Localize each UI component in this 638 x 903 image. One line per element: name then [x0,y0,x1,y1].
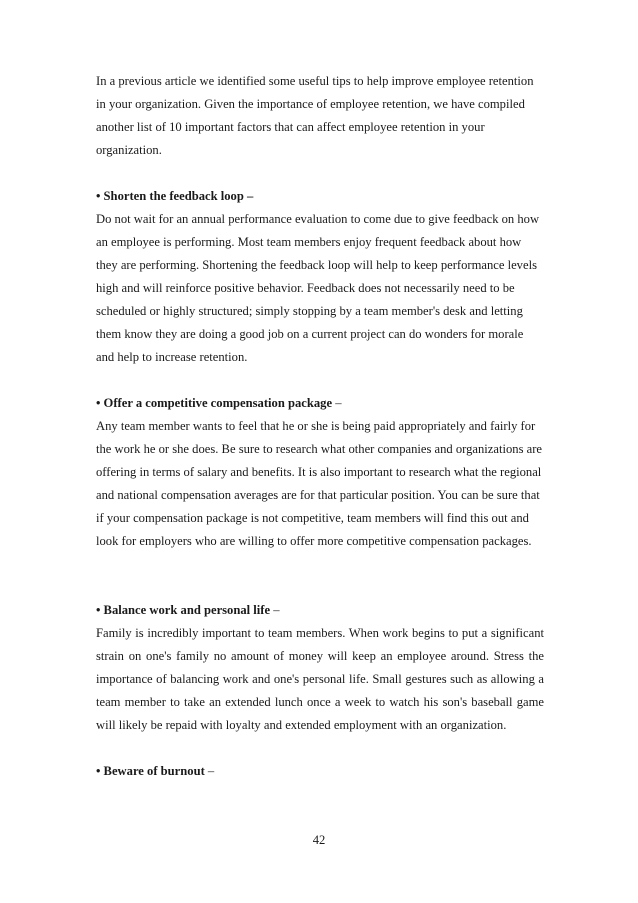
section-feedback-loop [96,185,544,369]
heading-text: • Shorten the feedback loop [96,189,244,203]
heading-text: • Beware of burnout [96,764,205,778]
section-compensation [96,392,544,553]
section-heading [96,185,544,208]
heading-text: • Offer a competitive compensation package [96,396,333,410]
section-work-life-balance [96,599,544,737]
heading-dash: – [332,396,342,410]
section-body: Do not wait for an annual performance evaluation to come due to give feedback on how an employee is performing. Most team members enjoy frequent feedback about how they are performing. Shortening the feedback loop will help to keep performance levels high and will reinforce positive behavior. Feedback does not necessarily need to be scheduled or highly structured; simply stopping by a team member's desk and letting them know they are doing a good job on a current project can do wonders for morale and help to increase retention. [96,212,540,364]
heading-dash: – [270,603,280,617]
section-heading [96,392,544,415]
document-page [96,70,544,806]
heading-text: • Balance work and personal life [96,603,271,617]
intro-paragraph: In a previous article we identified some useful tips to help improve employee retention in your organization. Given the importance of employee retention, we have compiled another list of 10 important factors that can affect employee retention in your organization. [96,74,534,157]
section-burnout [96,760,544,783]
heading-dash: – [204,764,215,778]
section-body: Any team member wants to feel that he or she is being paid appropriately and fairly for the work he or she does. Be sure to research what other companies and organizations are offering in terms of salary and benefits. It is also important to research what the regional and national compensation averages are for that particular position. You can be sure that if your compensation package is not competitive, team members will find this out and look for employers who are willing to offer more competitive compensation packages. [96,419,542,548]
section-heading [96,599,544,622]
heading-dash: – [243,189,254,203]
page-number: 42 [312,833,326,847]
section-heading [96,760,544,783]
section-body: Family is incredibly important to team members. When work begins to put a significant strain on one's family no amount of money will keep an employee around. Stress the importance of balancing work and one's personal life. Small gestures such as allowing a team member to take an extended lunch once a week to watch his son's baseball game will likely be repaid with loyalty and extended employment with an organization. [96,626,544,732]
